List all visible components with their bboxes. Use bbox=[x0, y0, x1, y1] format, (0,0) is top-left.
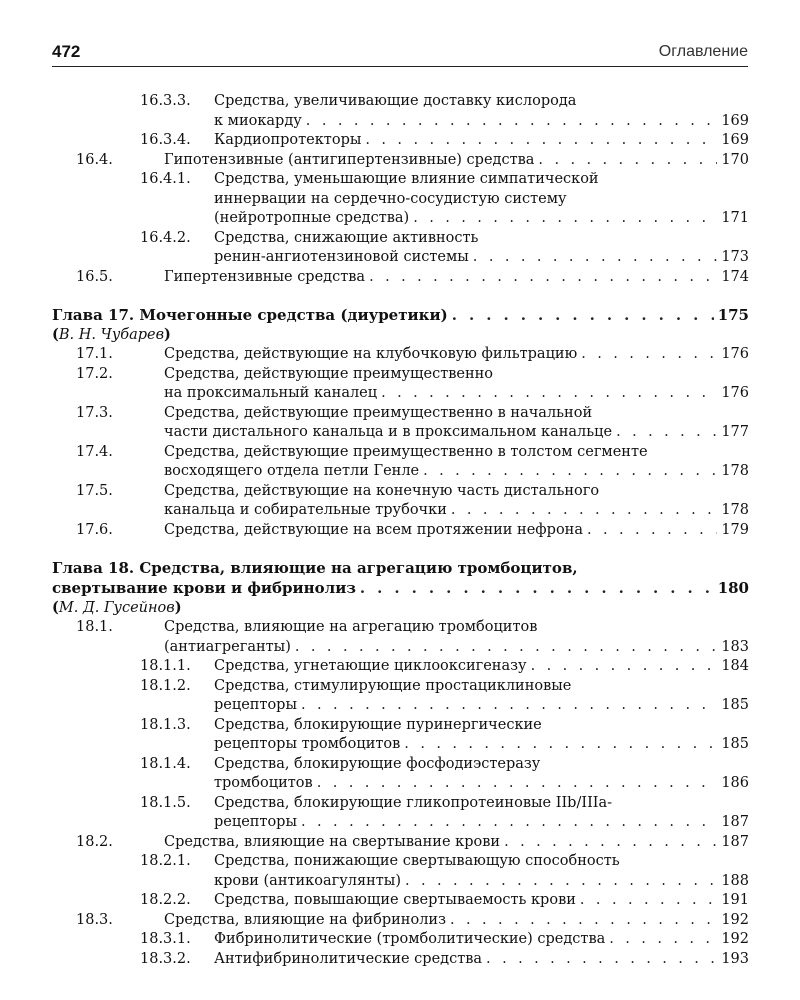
entry-number: 18.1.5. bbox=[140, 794, 191, 811]
toc-entry[interactable] bbox=[52, 833, 749, 853]
entry-page-number: 183 bbox=[721, 638, 749, 655]
entry-page-number: 174 bbox=[721, 268, 749, 285]
toc-entry[interactable] bbox=[52, 345, 749, 365]
entry-title-line: Глава 17. Мочегонные средства (диуретики) bbox=[52, 306, 448, 324]
dot-leader bbox=[369, 268, 717, 288]
entry-number: 17.1. bbox=[76, 346, 113, 362]
toc-entry[interactable] bbox=[52, 755, 749, 794]
entry-number: 18.1. bbox=[76, 619, 113, 635]
dot-leader bbox=[381, 384, 717, 404]
dot-leader bbox=[451, 501, 717, 521]
dot-leader bbox=[587, 521, 717, 541]
toc-entry[interactable] bbox=[52, 170, 749, 229]
entry-page-number: 176 bbox=[721, 385, 749, 401]
entry-page-number: 188 bbox=[721, 872, 749, 889]
toc-entry[interactable] bbox=[52, 794, 749, 833]
chapter-18-author: (М. Д. Гусейнов) bbox=[52, 599, 182, 616]
entry-title-line: Средства, действующие преимущественно в начальной bbox=[164, 404, 593, 421]
entry-page-number: 170 bbox=[721, 151, 749, 168]
entry-title-line: Гипотензивные (антигипертензивные) средства bbox=[164, 151, 535, 168]
entry-number: 18.1.2. bbox=[140, 677, 191, 694]
toc-entry[interactable] bbox=[52, 657, 749, 677]
entry-page-number: 184 bbox=[721, 658, 749, 674]
entry-title-line: на проксимальный каналец bbox=[164, 385, 378, 401]
entry-number: 16.4. bbox=[76, 151, 113, 168]
entry-number: 18.2.2. bbox=[140, 892, 191, 908]
entry-title-line: восходящего отдела петли Генле bbox=[164, 463, 420, 479]
entry-title-line: Средства, уменьшающие влияние симпатической bbox=[214, 171, 599, 187]
dot-leader bbox=[452, 305, 714, 325]
dot-leader bbox=[404, 735, 717, 755]
dot-leader bbox=[450, 911, 717, 931]
entry-title-line: Средства, влияющие на фибринолиз bbox=[164, 911, 446, 928]
toc-entry[interactable] bbox=[52, 618, 749, 657]
entry-page-number: 178 bbox=[721, 502, 749, 518]
table-of-contents bbox=[52, 92, 749, 969]
entry-title-line: Фибринолитические (тромболитические) средства bbox=[214, 931, 606, 947]
entry-title-line: Средства, действующие преимущественно в толстом сегменте bbox=[164, 443, 648, 460]
chapter-17 bbox=[52, 305, 749, 540]
entry-number: 16.3.4. bbox=[140, 132, 191, 148]
toc-section-16 bbox=[52, 92, 749, 287]
entry-title-line: части дистального канальца и в проксимальном канальце bbox=[164, 424, 613, 440]
entry-page-number: 192 bbox=[721, 911, 749, 928]
entry-page-number: 177 bbox=[721, 424, 749, 440]
chapter-18 bbox=[52, 558, 749, 969]
entry-number: 17.2. bbox=[76, 365, 113, 382]
entry-title-line: Средства, блокирующие гликопротеиновые IIb/IIIa- bbox=[214, 794, 613, 811]
toc-entry[interactable] bbox=[52, 92, 749, 131]
entry-title-line: Гипертензивные средства bbox=[164, 268, 366, 285]
entry-title-line: рецепторы тромбоцитов bbox=[214, 736, 401, 752]
entry-page-number: 169 bbox=[721, 132, 749, 148]
entry-title-line: к миокарду bbox=[214, 112, 302, 129]
entry-page-number: 169 bbox=[721, 112, 749, 129]
entry-page-number: 187 bbox=[721, 814, 749, 830]
entry-number: 17.4. bbox=[76, 443, 113, 460]
toc-entry[interactable] bbox=[52, 443, 749, 482]
toc-entry[interactable] bbox=[52, 930, 749, 950]
dot-leader bbox=[306, 112, 718, 132]
entry-title-line: Средства, действующие на всем протяжении нефрона bbox=[164, 521, 583, 538]
entry-title-line: Средства, понижающие свертывающую способность bbox=[214, 853, 620, 869]
entry-page-number: 180 bbox=[717, 579, 749, 597]
entry-number: 16.5. bbox=[76, 268, 113, 285]
toc-entry[interactable] bbox=[52, 131, 749, 151]
entry-number: 16.4.2. bbox=[140, 229, 191, 246]
entry-title-line: крови (антикоагулянты) bbox=[214, 872, 401, 889]
toc-entry[interactable] bbox=[52, 911, 749, 931]
toc-entry[interactable] bbox=[52, 229, 749, 268]
entry-title-line: Средства, влияющие на агрегацию тромбоцитов bbox=[164, 619, 538, 635]
entry-number: 18.2. bbox=[76, 833, 113, 850]
entry-number: 16.3.3. bbox=[140, 93, 191, 109]
entry-page-number: 186 bbox=[721, 775, 749, 791]
toc-entry[interactable] bbox=[52, 482, 749, 521]
dot-leader bbox=[301, 813, 717, 833]
dot-leader bbox=[317, 774, 718, 794]
entry-title-line: ренин-ангиотензиновой системы bbox=[214, 249, 469, 265]
entry-number: 18.3. bbox=[76, 911, 113, 928]
chapter-18-entries bbox=[52, 618, 749, 969]
dot-leader bbox=[360, 578, 714, 598]
entry-title-line: Средства, влияющие на свертывание крови bbox=[164, 833, 501, 850]
toc-entry[interactable] bbox=[52, 521, 749, 541]
dot-leader bbox=[486, 950, 717, 970]
entry-number: 18.3.2. bbox=[140, 950, 191, 967]
entry-page-number: 187 bbox=[721, 833, 749, 850]
dot-leader bbox=[473, 248, 718, 268]
dot-leader bbox=[405, 872, 717, 892]
entry-title-line: Средства, действующие преимущественно bbox=[164, 365, 494, 382]
entry-title-line: Средства, увеличивающие доставку кислорода bbox=[214, 93, 577, 109]
entry-number: 18.1.4. bbox=[140, 755, 191, 772]
entry-title-line: рецепторы bbox=[214, 697, 298, 713]
chapter-title-line: Глава 18. Средства, влияющие на агрегацию тромбоцитов, bbox=[52, 559, 578, 577]
page-header bbox=[52, 40, 748, 67]
toc-entry[interactable] bbox=[52, 852, 749, 891]
entry-page-number: 191 bbox=[721, 892, 749, 908]
toc-entry[interactable] bbox=[52, 677, 749, 716]
entry-title-line: свертывание крови и фибринолиз bbox=[52, 579, 356, 597]
toc-entry[interactable] bbox=[52, 404, 749, 443]
entry-number: 18.2.1. bbox=[140, 853, 191, 869]
entry-number: 16.4.1. bbox=[140, 171, 191, 187]
entry-page-number: 171 bbox=[721, 210, 749, 226]
entry-title-line: рецепторы bbox=[214, 814, 298, 830]
toc-entry[interactable] bbox=[52, 151, 749, 171]
chapter-17-entries bbox=[52, 345, 749, 540]
entry-number: 17.6. bbox=[76, 521, 113, 538]
dot-leader bbox=[295, 638, 717, 658]
toc-entry[interactable] bbox=[52, 365, 749, 404]
dot-leader bbox=[609, 930, 717, 950]
entry-title-line: (нейротропные средства) bbox=[214, 210, 410, 226]
entry-title-line: Средства, повышающие свертываемость крови bbox=[214, 892, 576, 908]
chapter-17-title bbox=[52, 305, 749, 325]
dot-leader bbox=[301, 696, 717, 716]
entry-page-number: 173 bbox=[721, 249, 749, 265]
dot-leader bbox=[581, 345, 717, 365]
entry-page-number: 185 bbox=[721, 736, 749, 752]
dot-leader bbox=[504, 833, 717, 853]
entry-title-line: Средства, блокирующие фосфодиэстеразу bbox=[214, 755, 541, 772]
toc-entry[interactable] bbox=[52, 716, 749, 755]
chapter-18-title bbox=[52, 558, 749, 598]
entry-title-line: (антиагреганты) bbox=[164, 638, 291, 655]
dot-leader bbox=[531, 657, 718, 677]
dot-leader bbox=[580, 891, 717, 911]
entry-title-line: канальца и собирательные трубочки bbox=[164, 502, 447, 518]
entry-number: 18.1.1. bbox=[140, 658, 191, 674]
entry-title-line: Средства, снижающие активность bbox=[214, 229, 479, 246]
entry-page-number: 179 bbox=[721, 521, 749, 538]
chapter-17-author: (В. Н. Чубарев) bbox=[52, 326, 171, 343]
dot-leader bbox=[365, 131, 717, 151]
entry-page-number: 176 bbox=[721, 346, 749, 362]
dot-leader bbox=[423, 462, 717, 482]
entry-title-line: иннервации на сердечно-сосудистую систему bbox=[214, 190, 567, 207]
page-number: 472 bbox=[52, 42, 81, 61]
entry-title-line: Средства, действующие на клубочковую фильтрацию bbox=[164, 346, 578, 362]
entry-number: 17.5. bbox=[76, 482, 113, 499]
entry-number: 18.3.1. bbox=[140, 931, 191, 947]
entry-page-number: 185 bbox=[721, 697, 749, 713]
dot-leader bbox=[413, 209, 717, 229]
entry-title-line: тромбоцитов bbox=[214, 775, 313, 791]
entry-page-number: 178 bbox=[721, 463, 749, 479]
entry-title-line: Средства, действующие на конечную часть дистального bbox=[164, 482, 600, 499]
dot-leader bbox=[616, 423, 717, 443]
entry-number: 17.3. bbox=[76, 404, 113, 421]
dot-leader bbox=[538, 151, 717, 171]
entry-page-number: 192 bbox=[721, 931, 749, 947]
entry-title-line: Средства, угнетающие циклооксигеназу bbox=[214, 658, 527, 674]
toc-entry[interactable] bbox=[52, 891, 749, 911]
entry-title-line: Кардиопротекторы bbox=[214, 132, 362, 148]
entry-page-number: 193 bbox=[721, 950, 749, 967]
entry-title-line: Средства, блокирующие пуринергические bbox=[214, 716, 542, 733]
running-title: Оглавление bbox=[658, 43, 748, 60]
toc-entry[interactable] bbox=[52, 950, 749, 970]
entry-title-line: Средства, стимулирующие простациклиновые bbox=[214, 677, 572, 694]
entry-number: 18.1.3. bbox=[140, 716, 191, 733]
toc-entry[interactable] bbox=[52, 268, 749, 288]
entry-page-number: 175 bbox=[717, 306, 749, 324]
entry-title-line: Антифибринолитические средства bbox=[214, 950, 483, 967]
